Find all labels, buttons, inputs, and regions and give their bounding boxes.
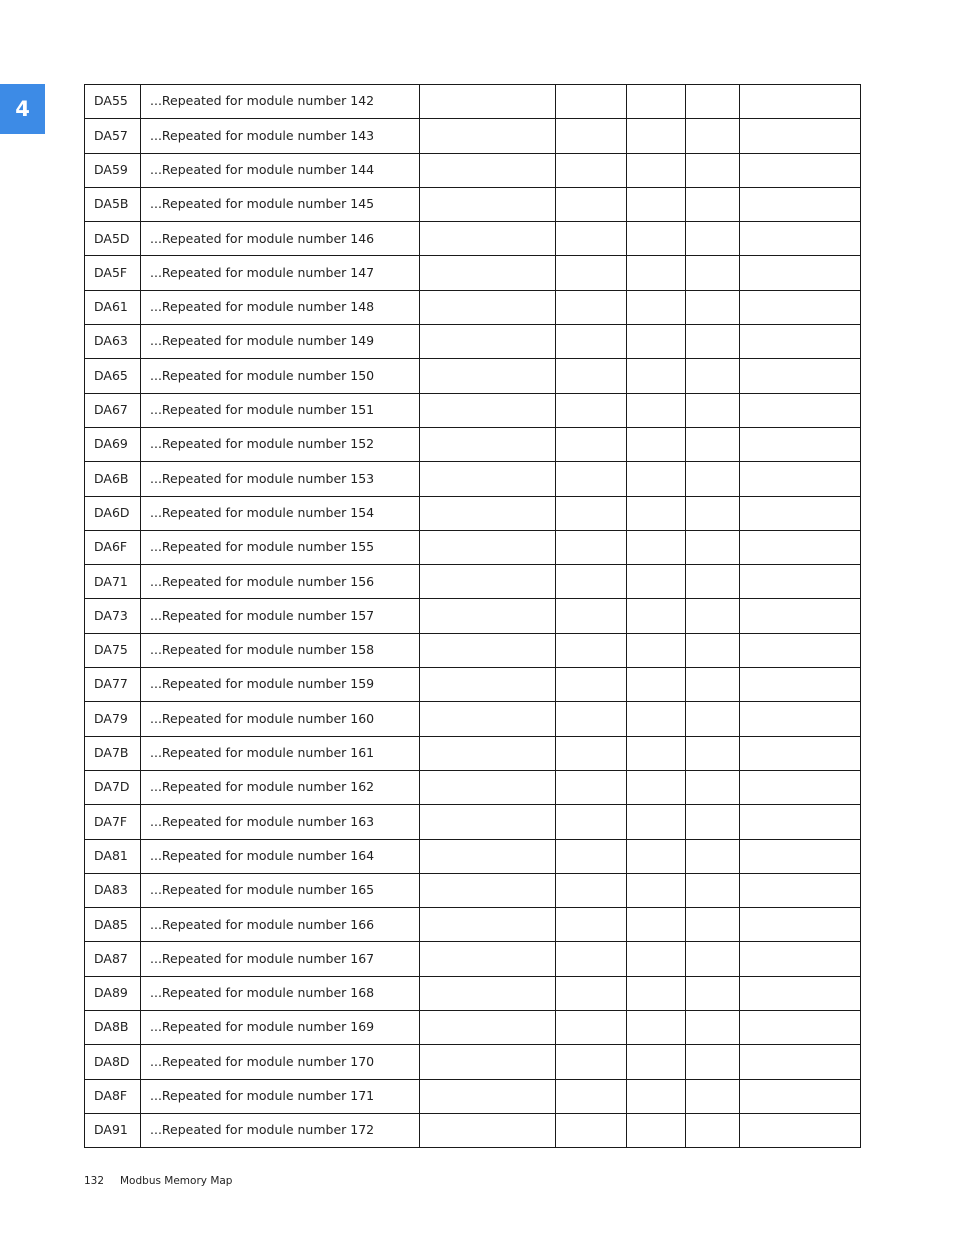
empty-cell — [556, 908, 627, 942]
empty-cell — [627, 839, 686, 873]
empty-cell — [686, 942, 740, 976]
empty-cell — [627, 633, 686, 667]
empty-cell — [740, 633, 861, 667]
address-cell: DA7B — [85, 736, 141, 770]
empty-cell — [556, 599, 627, 633]
empty-cell — [740, 187, 861, 221]
empty-cell — [686, 633, 740, 667]
table-row — [85, 119, 861, 153]
empty-cell — [740, 119, 861, 153]
empty-cell — [740, 222, 861, 256]
empty-cell — [686, 496, 740, 530]
table-row — [85, 153, 861, 187]
address-cell: DA71 — [85, 565, 141, 599]
empty-cell — [420, 462, 556, 496]
empty-cell — [686, 805, 740, 839]
empty-cell — [420, 427, 556, 461]
empty-cell — [556, 668, 627, 702]
description-cell: ...Repeated for module number 142 — [141, 85, 420, 119]
table-row — [85, 599, 861, 633]
table-row — [85, 1079, 861, 1113]
address-cell: DA89 — [85, 976, 141, 1010]
empty-cell — [556, 119, 627, 153]
empty-cell — [686, 1113, 740, 1147]
address-cell: DA81 — [85, 839, 141, 873]
description-cell: ...Repeated for module number 154 — [141, 496, 420, 530]
empty-cell — [740, 976, 861, 1010]
address-cell: DA8D — [85, 1045, 141, 1079]
empty-cell — [627, 256, 686, 290]
empty-cell — [556, 976, 627, 1010]
empty-cell — [740, 1113, 861, 1147]
empty-cell — [420, 359, 556, 393]
chapter-tab: 4 — [0, 84, 45, 134]
table-row — [85, 736, 861, 770]
empty-cell — [627, 530, 686, 564]
address-cell: DA5D — [85, 222, 141, 256]
table-row — [85, 770, 861, 804]
empty-cell — [420, 805, 556, 839]
empty-cell — [686, 702, 740, 736]
empty-cell — [420, 256, 556, 290]
address-cell: DA77 — [85, 668, 141, 702]
table-row — [85, 873, 861, 907]
empty-cell — [740, 256, 861, 290]
description-cell: ...Repeated for module number 164 — [141, 839, 420, 873]
description-cell: ...Repeated for module number 149 — [141, 325, 420, 359]
empty-cell — [740, 290, 861, 324]
address-cell: DA6D — [85, 496, 141, 530]
empty-cell — [740, 359, 861, 393]
empty-cell — [627, 325, 686, 359]
empty-cell — [556, 770, 627, 804]
empty-cell — [686, 668, 740, 702]
description-cell: ...Repeated for module number 159 — [141, 668, 420, 702]
empty-cell — [686, 153, 740, 187]
table-row — [85, 1113, 861, 1147]
address-cell: DA65 — [85, 359, 141, 393]
address-cell: DA8F — [85, 1079, 141, 1113]
table-row — [85, 1045, 861, 1079]
empty-cell — [627, 668, 686, 702]
table-row — [85, 702, 861, 736]
address-cell: DA8B — [85, 1011, 141, 1045]
empty-cell — [686, 599, 740, 633]
empty-cell — [627, 393, 686, 427]
address-cell: DA6F — [85, 530, 141, 564]
empty-cell — [556, 805, 627, 839]
address-cell: DA85 — [85, 908, 141, 942]
table-row — [85, 805, 861, 839]
empty-cell — [686, 290, 740, 324]
empty-cell — [420, 976, 556, 1010]
address-cell: DA83 — [85, 873, 141, 907]
empty-cell — [740, 770, 861, 804]
empty-cell — [627, 908, 686, 942]
table-row — [85, 222, 861, 256]
description-cell: ...Repeated for module number 170 — [141, 1045, 420, 1079]
empty-cell — [420, 153, 556, 187]
empty-cell — [420, 873, 556, 907]
description-cell: ...Repeated for module number 153 — [141, 462, 420, 496]
empty-cell — [420, 119, 556, 153]
empty-cell — [740, 805, 861, 839]
empty-cell — [627, 1045, 686, 1079]
description-cell: ...Repeated for module number 151 — [141, 393, 420, 427]
table-row — [85, 565, 861, 599]
table-body — [85, 85, 861, 1148]
empty-cell — [686, 530, 740, 564]
empty-cell — [556, 325, 627, 359]
empty-cell — [686, 976, 740, 1010]
description-cell: ...Repeated for module number 168 — [141, 976, 420, 1010]
empty-cell — [556, 153, 627, 187]
table-row — [85, 427, 861, 461]
empty-cell — [420, 222, 556, 256]
empty-cell — [556, 359, 627, 393]
empty-cell — [627, 736, 686, 770]
table-row — [85, 839, 861, 873]
table-row — [85, 496, 861, 530]
empty-cell — [686, 359, 740, 393]
empty-cell — [556, 633, 627, 667]
description-cell: ...Repeated for module number 148 — [141, 290, 420, 324]
address-cell: DA55 — [85, 85, 141, 119]
empty-cell — [556, 290, 627, 324]
empty-cell — [686, 462, 740, 496]
description-cell: ...Repeated for module number 163 — [141, 805, 420, 839]
empty-cell — [420, 1079, 556, 1113]
empty-cell — [556, 530, 627, 564]
address-cell: DA73 — [85, 599, 141, 633]
address-cell: DA63 — [85, 325, 141, 359]
empty-cell — [740, 1079, 861, 1113]
empty-cell — [556, 187, 627, 221]
empty-cell — [627, 565, 686, 599]
empty-cell — [556, 1079, 627, 1113]
empty-cell — [627, 187, 686, 221]
empty-cell — [740, 942, 861, 976]
empty-cell — [740, 153, 861, 187]
table-row — [85, 85, 861, 119]
empty-cell — [740, 530, 861, 564]
empty-cell — [627, 119, 686, 153]
empty-cell — [420, 942, 556, 976]
empty-cell — [627, 873, 686, 907]
empty-cell — [420, 633, 556, 667]
table-row — [85, 462, 861, 496]
empty-cell — [740, 85, 861, 119]
empty-cell — [627, 359, 686, 393]
empty-cell — [627, 805, 686, 839]
address-cell: DA75 — [85, 633, 141, 667]
empty-cell — [686, 1045, 740, 1079]
page-footer — [84, 1175, 232, 1187]
empty-cell — [740, 325, 861, 359]
empty-cell — [686, 873, 740, 907]
empty-cell — [740, 908, 861, 942]
empty-cell — [740, 736, 861, 770]
empty-cell — [627, 496, 686, 530]
table-row — [85, 290, 861, 324]
empty-cell — [686, 119, 740, 153]
empty-cell — [556, 1113, 627, 1147]
empty-cell — [556, 256, 627, 290]
empty-cell — [686, 393, 740, 427]
description-cell: ...Repeated for module number 161 — [141, 736, 420, 770]
table-row — [85, 393, 861, 427]
description-cell: ...Repeated for module number 156 — [141, 565, 420, 599]
empty-cell — [686, 85, 740, 119]
empty-cell — [740, 565, 861, 599]
empty-cell — [686, 565, 740, 599]
empty-cell — [556, 462, 627, 496]
empty-cell — [420, 85, 556, 119]
description-cell: ...Repeated for module number 160 — [141, 702, 420, 736]
empty-cell — [556, 839, 627, 873]
table-row — [85, 1011, 861, 1045]
table-row — [85, 325, 861, 359]
empty-cell — [556, 393, 627, 427]
empty-cell — [686, 736, 740, 770]
description-cell: ...Repeated for module number 162 — [141, 770, 420, 804]
address-cell: DA87 — [85, 942, 141, 976]
page-number: 132 — [84, 1175, 105, 1187]
description-cell: ...Repeated for module number 146 — [141, 222, 420, 256]
table-row — [85, 359, 861, 393]
empty-cell — [556, 427, 627, 461]
empty-cell — [556, 496, 627, 530]
empty-cell — [556, 565, 627, 599]
empty-cell — [627, 153, 686, 187]
empty-cell — [627, 1079, 686, 1113]
empty-cell — [686, 770, 740, 804]
empty-cell — [556, 1045, 627, 1079]
empty-cell — [420, 599, 556, 633]
empty-cell — [740, 702, 861, 736]
table-row — [85, 530, 861, 564]
empty-cell — [556, 1011, 627, 1045]
empty-cell — [740, 462, 861, 496]
empty-cell — [420, 1045, 556, 1079]
empty-cell — [556, 702, 627, 736]
empty-cell — [556, 873, 627, 907]
empty-cell — [627, 702, 686, 736]
description-cell: ...Repeated for module number 152 — [141, 427, 420, 461]
empty-cell — [420, 908, 556, 942]
empty-cell — [740, 599, 861, 633]
description-cell: ...Repeated for module number 147 — [141, 256, 420, 290]
description-cell: ...Repeated for module number 158 — [141, 633, 420, 667]
empty-cell — [686, 427, 740, 461]
description-cell: ...Repeated for module number 167 — [141, 942, 420, 976]
empty-cell — [420, 839, 556, 873]
empty-cell — [420, 530, 556, 564]
empty-cell — [686, 1079, 740, 1113]
empty-cell — [686, 222, 740, 256]
address-cell: DA5B — [85, 187, 141, 221]
empty-cell — [686, 256, 740, 290]
empty-cell — [420, 1113, 556, 1147]
empty-cell — [420, 736, 556, 770]
description-cell: ...Repeated for module number 143 — [141, 119, 420, 153]
address-cell: DA59 — [85, 153, 141, 187]
table-row — [85, 187, 861, 221]
description-cell: ...Repeated for module number 171 — [141, 1079, 420, 1113]
empty-cell — [556, 222, 627, 256]
empty-cell — [627, 976, 686, 1010]
empty-cell — [420, 187, 556, 221]
empty-cell — [420, 770, 556, 804]
empty-cell — [627, 427, 686, 461]
empty-cell — [420, 325, 556, 359]
table-row — [85, 976, 861, 1010]
description-cell: ...Repeated for module number 155 — [141, 530, 420, 564]
empty-cell — [420, 702, 556, 736]
empty-cell — [556, 942, 627, 976]
address-cell: DA6B — [85, 462, 141, 496]
description-cell: ...Repeated for module number 172 — [141, 1113, 420, 1147]
empty-cell — [740, 839, 861, 873]
description-cell: ...Repeated for module number 169 — [141, 1011, 420, 1045]
description-cell: ...Repeated for module number 150 — [141, 359, 420, 393]
table-row — [85, 908, 861, 942]
empty-cell — [740, 1011, 861, 1045]
empty-cell — [556, 85, 627, 119]
empty-cell — [740, 873, 861, 907]
empty-cell — [627, 599, 686, 633]
address-cell: DA5F — [85, 256, 141, 290]
address-cell: DA79 — [85, 702, 141, 736]
empty-cell — [420, 393, 556, 427]
empty-cell — [420, 496, 556, 530]
empty-cell — [686, 187, 740, 221]
empty-cell — [420, 565, 556, 599]
empty-cell — [627, 462, 686, 496]
address-cell: DA7F — [85, 805, 141, 839]
description-cell: ...Repeated for module number 166 — [141, 908, 420, 942]
table-row — [85, 668, 861, 702]
description-cell: ...Repeated for module number 145 — [141, 187, 420, 221]
address-cell: DA91 — [85, 1113, 141, 1147]
empty-cell — [556, 736, 627, 770]
address-cell: DA57 — [85, 119, 141, 153]
address-cell: DA61 — [85, 290, 141, 324]
description-cell: ...Repeated for module number 144 — [141, 153, 420, 187]
empty-cell — [627, 85, 686, 119]
empty-cell — [686, 908, 740, 942]
address-cell: DA7D — [85, 770, 141, 804]
empty-cell — [686, 1011, 740, 1045]
memory-map-table — [84, 84, 861, 1148]
empty-cell — [627, 770, 686, 804]
empty-cell — [627, 1113, 686, 1147]
empty-cell — [420, 290, 556, 324]
table-row — [85, 256, 861, 290]
empty-cell — [420, 1011, 556, 1045]
description-cell: ...Repeated for module number 165 — [141, 873, 420, 907]
address-cell: DA67 — [85, 393, 141, 427]
empty-cell — [740, 496, 861, 530]
empty-cell — [420, 668, 556, 702]
empty-cell — [627, 942, 686, 976]
empty-cell — [740, 1045, 861, 1079]
empty-cell — [740, 393, 861, 427]
empty-cell — [686, 839, 740, 873]
address-cell: DA69 — [85, 427, 141, 461]
description-cell: ...Repeated for module number 157 — [141, 599, 420, 633]
empty-cell — [740, 668, 861, 702]
empty-cell — [740, 427, 861, 461]
empty-cell — [686, 325, 740, 359]
section-title: Modbus Memory Map — [120, 1175, 233, 1187]
table-row — [85, 942, 861, 976]
empty-cell — [627, 1011, 686, 1045]
empty-cell — [627, 290, 686, 324]
table-row — [85, 633, 861, 667]
empty-cell — [627, 222, 686, 256]
